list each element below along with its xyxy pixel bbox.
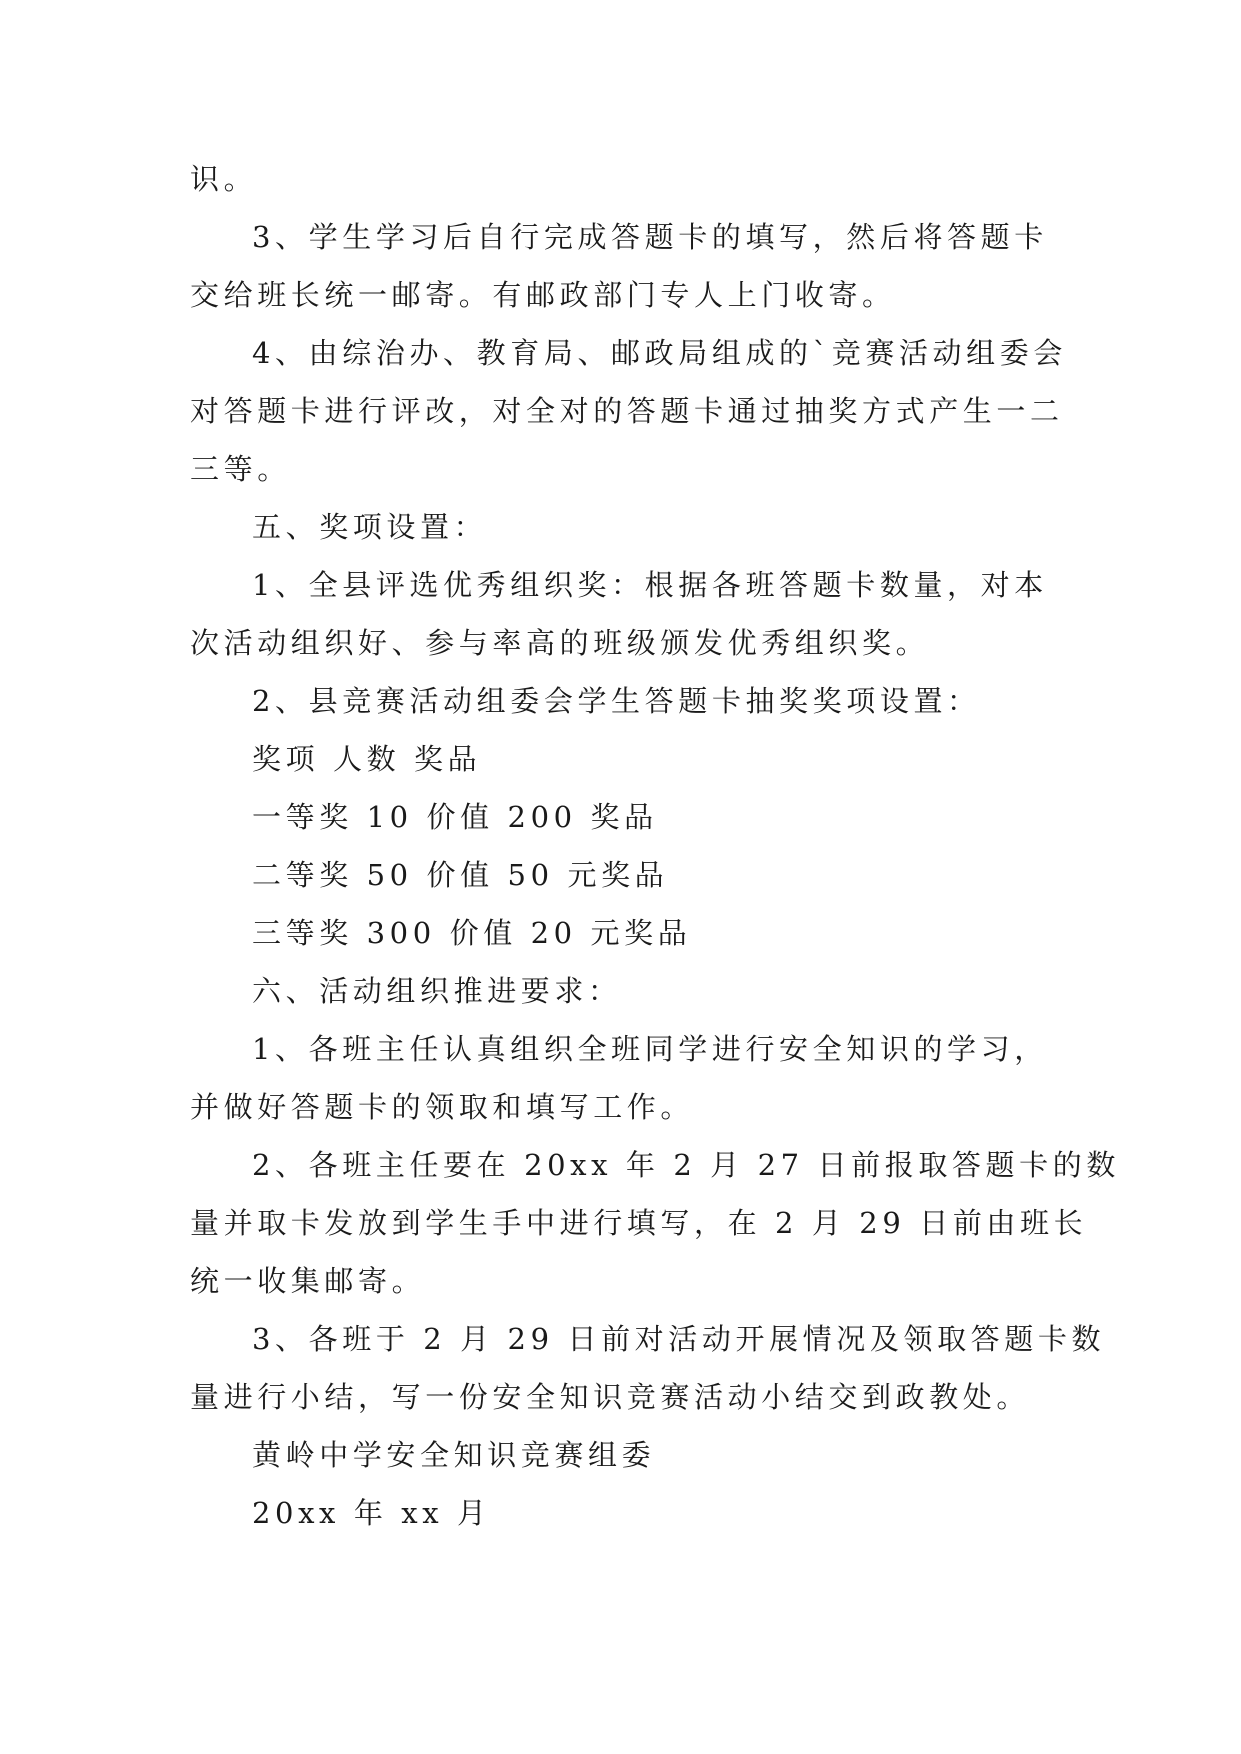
paragraph-line: 1、各班主任认真组织全班同学进行安全知识的学习， bbox=[252, 1032, 1048, 1066]
signature-date: 20xx 年 xx 月 bbox=[252, 1496, 491, 1530]
prize-row: 一等奖 10 价值 200 奖品 bbox=[252, 800, 658, 834]
document-page bbox=[190, 150, 1120, 1542]
paragraph-line: 并做好答题卡的领取和填写工作。 bbox=[190, 1090, 695, 1124]
prize-table-header: 奖项 人数 奖品 bbox=[252, 742, 482, 776]
paragraph-line: 2、各班主任要在 20xx 年 2 月 27 日前报取答题卡的数 bbox=[252, 1148, 1120, 1182]
paragraph-line: 4、由综治办、教育局、邮政局组成的`竞赛活动组委会 bbox=[252, 336, 1067, 370]
paragraph-line: 2、县竞赛活动组委会学生答题卡抽奖奖项设置： bbox=[252, 684, 981, 718]
prize-row: 二等奖 50 价值 50 元奖品 bbox=[252, 858, 669, 892]
paragraph-line: 统一收集邮寄。 bbox=[190, 1264, 426, 1298]
paragraph-line: 量并取卡发放到学生手中进行填写，在 2 月 29 日前由班长 bbox=[190, 1206, 1088, 1240]
paragraph-line: 量进行小结，写一份安全知识竞赛活动小结交到政教处。 bbox=[190, 1380, 1031, 1414]
prize-row: 三等奖 300 价值 20 元奖品 bbox=[252, 916, 692, 950]
signature-organization: 黄岭中学安全知识竞赛组委 bbox=[252, 1438, 656, 1472]
paragraph-line: 次活动组织好、参与率高的班级颁发优秀组织奖。 bbox=[190, 626, 930, 660]
paragraph-line: 3、各班于 2 月 29 日前对活动开展情况及领取答题卡数 bbox=[252, 1322, 1106, 1356]
paragraph-line: 3、学生学习后自行完成答题卡的填写，然后将答题卡 bbox=[252, 220, 1048, 254]
section-heading: 六、活动组织推进要求： bbox=[252, 974, 622, 1008]
paragraph-line: 对答题卡进行评改，对全对的答题卡通过抽奖方式产生一二 bbox=[190, 394, 1064, 428]
paragraph-line: 1、全县评选优秀组织奖：根据各班答题卡数量，对本 bbox=[252, 568, 1048, 602]
paragraph-line: 识。 bbox=[190, 162, 258, 196]
paragraph-line: 三等。 bbox=[190, 452, 291, 486]
section-heading: 五、奖项设置： bbox=[252, 510, 488, 544]
paragraph-line: 交给班长统一邮寄。有邮政部门专人上门收寄。 bbox=[190, 278, 896, 312]
